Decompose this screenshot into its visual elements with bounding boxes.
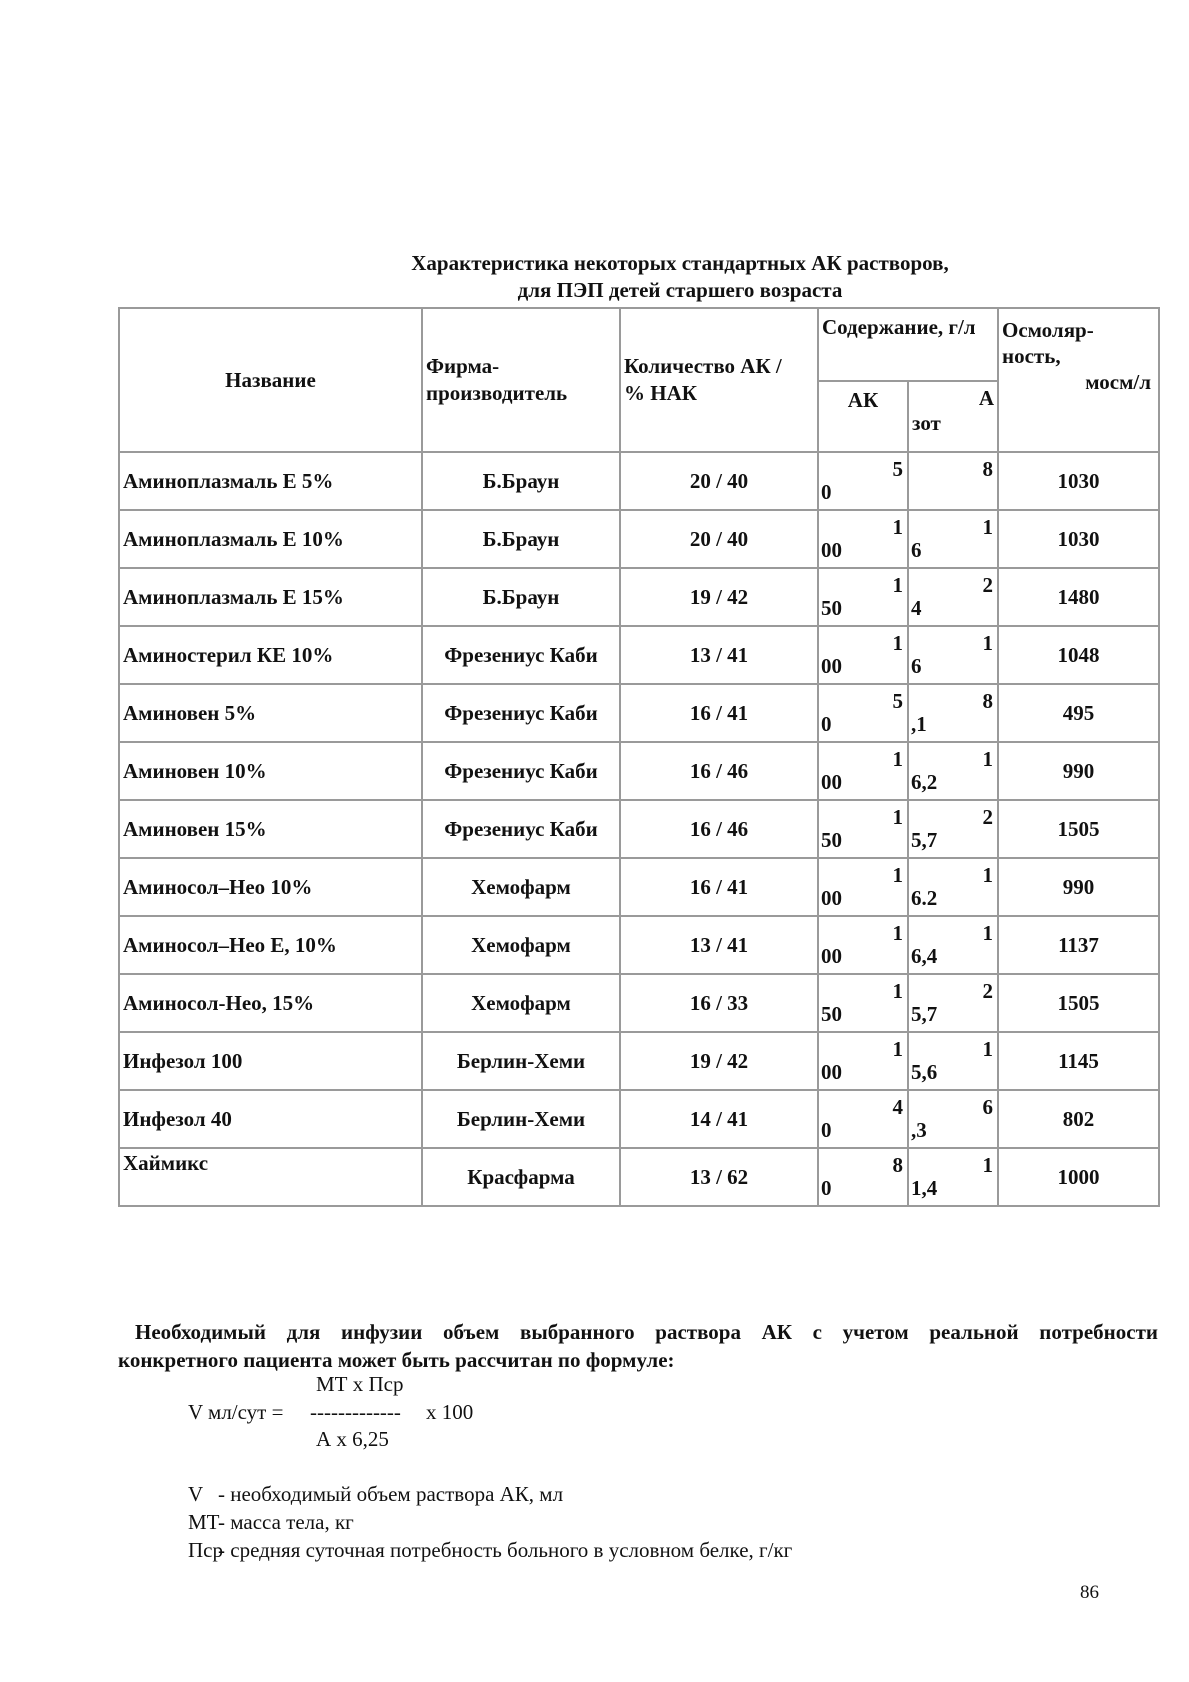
cell-osmolarity: 990 bbox=[998, 858, 1159, 916]
cell-nitrogen-content bbox=[908, 800, 998, 858]
cell-nitrogen-content bbox=[908, 626, 998, 684]
cell-nitrogen-content-bottom: 5,7 bbox=[911, 1002, 938, 1026]
subheader-ak: АК bbox=[818, 381, 908, 452]
cell-ak-content-top: 5 bbox=[892, 457, 903, 481]
cell-nitrogen-content-top: 1 bbox=[982, 1037, 993, 1061]
formula-fraction-bar: ------------- bbox=[310, 1400, 401, 1424]
header-osmolarity bbox=[998, 308, 1159, 452]
cell-osmolarity: 802 bbox=[998, 1090, 1159, 1148]
table-row bbox=[119, 974, 1159, 1032]
cell-manufacturer: Хемофарм bbox=[422, 858, 620, 916]
cell-ak-content bbox=[818, 626, 908, 684]
cell-osmolarity: 1048 bbox=[998, 626, 1159, 684]
cell-nitrogen-content bbox=[908, 1148, 998, 1206]
cell-manufacturer: Хемофарм bbox=[422, 916, 620, 974]
header-content: Содержание, г/л bbox=[818, 308, 998, 381]
cell-ak-content-bottom: 00 bbox=[821, 944, 842, 968]
cell-ak-content bbox=[818, 510, 908, 568]
cell-osmolarity: 1137 bbox=[998, 916, 1159, 974]
cell-manufacturer: Б.Браун bbox=[422, 510, 620, 568]
cell-nitrogen-content-top: 1 bbox=[982, 631, 993, 655]
cell-quantity: 16 / 46 bbox=[620, 742, 818, 800]
table-row bbox=[119, 800, 1159, 858]
cell-nitrogen-content-bottom: 6 bbox=[911, 538, 922, 562]
legend-key: МТ bbox=[188, 1510, 220, 1534]
table-row bbox=[119, 626, 1159, 684]
header-osmolarity-unit: мосм/л bbox=[1085, 370, 1151, 394]
header-row bbox=[119, 308, 1159, 381]
cell-name: Аминовен 15% bbox=[119, 800, 422, 858]
cell-osmolarity: 1145 bbox=[998, 1032, 1159, 1090]
cell-manufacturer: Фрезениус Каби bbox=[422, 800, 620, 858]
cell-nitrogen-content bbox=[908, 858, 998, 916]
cell-ak-content-bottom: 50 bbox=[821, 828, 842, 852]
legend-key: Пср bbox=[188, 1538, 223, 1562]
header-manufacturer bbox=[422, 308, 620, 452]
legend-key: V bbox=[188, 1482, 204, 1506]
header-quantity bbox=[620, 308, 818, 452]
cell-osmolarity: 990 bbox=[998, 742, 1159, 800]
cell-nitrogen-content-top: 1 bbox=[982, 515, 993, 539]
cell-quantity: 14 / 41 bbox=[620, 1090, 818, 1148]
cell-name: Аминосол–Нео Е, 10% bbox=[119, 916, 422, 974]
cell-ak-content bbox=[818, 916, 908, 974]
cell-ak-content-top: 1 bbox=[892, 921, 903, 945]
cell-nitrogen-content-top: 2 bbox=[982, 805, 993, 829]
cell-ak-content-bottom: 50 bbox=[821, 596, 842, 620]
cell-ak-content-top: 1 bbox=[892, 573, 903, 597]
cell-ak-content-bottom: 00 bbox=[821, 1060, 842, 1084]
cell-quantity: 19 / 42 bbox=[620, 568, 818, 626]
cell-quantity: 19 / 42 bbox=[620, 1032, 818, 1090]
cell-quantity: 16 / 41 bbox=[620, 684, 818, 742]
cell-manufacturer: Фрезениус Каби bbox=[422, 742, 620, 800]
cell-nitrogen-content-bottom: 6,4 bbox=[911, 944, 938, 968]
cell-ak-content-top: 4 bbox=[892, 1095, 903, 1119]
cell-quantity: 16 / 33 bbox=[620, 974, 818, 1032]
cell-quantity: 13 / 41 bbox=[620, 916, 818, 974]
formula-numerator: МТ х Пср bbox=[316, 1372, 404, 1396]
page-number: 86 bbox=[1080, 1582, 1099, 1603]
header-manufacturer-line-2: производитель bbox=[426, 381, 568, 405]
cell-nitrogen-content bbox=[908, 684, 998, 742]
cell-name: Аминоплазмаль Е 10% bbox=[119, 510, 422, 568]
table-row bbox=[119, 742, 1159, 800]
cell-ak-content bbox=[818, 684, 908, 742]
table-row bbox=[119, 858, 1159, 916]
cell-nitrogen-content-bottom: ,1 bbox=[911, 712, 927, 736]
cell-quantity: 20 / 40 bbox=[620, 452, 818, 510]
cell-nitrogen-content-top: 6 bbox=[982, 1095, 993, 1119]
table-row bbox=[119, 684, 1159, 742]
cell-nitrogen-content bbox=[908, 1090, 998, 1148]
header-quantity-line-2: % НАК bbox=[624, 381, 697, 405]
cell-ak-content bbox=[818, 858, 908, 916]
legend-text: - необходимый объем раствора АК, мл bbox=[218, 1482, 564, 1506]
header-manufacturer-line-1: Фирма- bbox=[426, 354, 500, 378]
paragraph-line-1: Необходимый для инфузии объем выбранного раствора АК с учетом реальной потребности bbox=[135, 1320, 1158, 1344]
cell-nitrogen-content-bottom: 4 bbox=[911, 596, 922, 620]
legend-item-pcr bbox=[188, 1538, 792, 1563]
header-quantity-line-1: Количество АК / bbox=[624, 354, 782, 378]
cell-manufacturer: Б.Браун bbox=[422, 568, 620, 626]
cell-ak-content-top: 1 bbox=[892, 863, 903, 887]
cell-nitrogen-content-top: 8 bbox=[982, 457, 993, 481]
cell-nitrogen-content-bottom: 1,4 bbox=[911, 1176, 938, 1200]
cell-nitrogen-content-bottom: 6 bbox=[911, 654, 922, 678]
cell-name: Хаймикс bbox=[119, 1148, 422, 1206]
cell-nitrogen-content-bottom: 6,2 bbox=[911, 770, 938, 794]
cell-nitrogen-content-top: 1 bbox=[982, 1153, 993, 1177]
cell-quantity: 16 / 41 bbox=[620, 858, 818, 916]
cell-nitrogen-content bbox=[908, 1032, 998, 1090]
cell-osmolarity: 1480 bbox=[998, 568, 1159, 626]
cell-manufacturer: Хемофарм bbox=[422, 974, 620, 1032]
cell-ak-content bbox=[818, 568, 908, 626]
cell-name: Аминосол–Нео 10% bbox=[119, 858, 422, 916]
cell-nitrogen-content-bottom: 6.2 bbox=[911, 886, 938, 910]
cell-name: Аминосол-Нео, 15% bbox=[119, 974, 422, 1032]
formula-intro-paragraph bbox=[118, 1318, 1158, 1374]
cell-ak-content-bottom: 00 bbox=[821, 538, 842, 562]
cell-quantity: 13 / 41 bbox=[620, 626, 818, 684]
cell-quantity: 13 / 62 bbox=[620, 1148, 818, 1206]
formula-denominator: А х 6,25 bbox=[316, 1427, 389, 1451]
cell-ak-content-top: 1 bbox=[892, 631, 903, 655]
cell-ak-content-bottom: 0 bbox=[821, 480, 832, 504]
subheader-nitrogen-part-1: А bbox=[978, 386, 994, 410]
cell-nitrogen-content bbox=[908, 510, 998, 568]
formula-multiplier: х 100 bbox=[426, 1400, 474, 1424]
cell-osmolarity: 1505 bbox=[998, 974, 1159, 1032]
header-name: Название bbox=[119, 308, 422, 452]
cell-nitrogen-content bbox=[908, 568, 998, 626]
legend-text: - средняя суточная потребность больного в условном белке, г/кг bbox=[218, 1538, 793, 1562]
cell-nitrogen-content-top: 2 bbox=[982, 573, 993, 597]
cell-ak-content-top: 1 bbox=[892, 979, 903, 1003]
cell-quantity: 20 / 40 bbox=[620, 510, 818, 568]
table-row bbox=[119, 568, 1159, 626]
legend-text: - масса тела, кг bbox=[218, 1510, 354, 1534]
formula-lhs: V мл/сут = bbox=[188, 1400, 284, 1424]
cell-ak-content-top: 1 bbox=[892, 747, 903, 771]
cell-osmolarity: 1505 bbox=[998, 800, 1159, 858]
table-row bbox=[119, 916, 1159, 974]
cell-ak-content-bottom: 00 bbox=[821, 654, 842, 678]
cell-nitrogen-content bbox=[908, 974, 998, 1032]
cell-name: Аминовен 5% bbox=[119, 684, 422, 742]
cell-osmolarity: 1030 bbox=[998, 510, 1159, 568]
cell-ak-content-bottom: 0 bbox=[821, 1176, 832, 1200]
cell-name: Инфезол 100 bbox=[119, 1032, 422, 1090]
cell-name: Инфезол 40 bbox=[119, 1090, 422, 1148]
cell-ak-content-top: 8 bbox=[892, 1153, 903, 1177]
cell-ak-content-bottom: 0 bbox=[821, 1118, 832, 1142]
cell-ak-content-bottom: 00 bbox=[821, 770, 842, 794]
cell-manufacturer: Фрезениус Каби bbox=[422, 684, 620, 742]
cell-quantity: 16 / 46 bbox=[620, 800, 818, 858]
cell-manufacturer: Берлин-Хеми bbox=[422, 1032, 620, 1090]
cell-osmolarity: 1000 bbox=[998, 1148, 1159, 1206]
cell-ak-content bbox=[818, 452, 908, 510]
cell-manufacturer: Фрезениус Каби bbox=[422, 626, 620, 684]
cell-nitrogen-content-top: 8 bbox=[982, 689, 993, 713]
cell-ak-content bbox=[818, 1032, 908, 1090]
cell-name: Аминостерил КЕ 10% bbox=[119, 626, 422, 684]
cell-nitrogen-content-top: 1 bbox=[982, 863, 993, 887]
table-row bbox=[119, 1032, 1159, 1090]
cell-osmolarity: 1030 bbox=[998, 452, 1159, 510]
cell-name: Аминовен 10% bbox=[119, 742, 422, 800]
table-title bbox=[240, 250, 1120, 304]
cell-nitrogen-content-top: 2 bbox=[982, 979, 993, 1003]
cell-ak-content-bottom: 00 bbox=[821, 886, 842, 910]
subheader-nitrogen-part-2: зот bbox=[912, 411, 941, 435]
cell-nitrogen-content-bottom: ,3 bbox=[911, 1118, 927, 1142]
header-osmolarity-line-2: ность, bbox=[1002, 344, 1061, 368]
cell-nitrogen-content bbox=[908, 742, 998, 800]
legend-item-mt bbox=[188, 1510, 354, 1535]
table-row bbox=[119, 1090, 1159, 1148]
cell-manufacturer: Б.Браун bbox=[422, 452, 620, 510]
header-osmolarity-line-1: Осмоляр- bbox=[1002, 318, 1094, 342]
amino-acid-solutions-table bbox=[118, 307, 1160, 1207]
cell-ak-content-bottom: 50 bbox=[821, 1002, 842, 1026]
table-row bbox=[119, 510, 1159, 568]
table-row bbox=[119, 1148, 1159, 1206]
cell-manufacturer: Берлин-Хеми bbox=[422, 1090, 620, 1148]
cell-ak-content-top: 5 bbox=[892, 689, 903, 713]
cell-nitrogen-content bbox=[908, 916, 998, 974]
subheader-nitrogen bbox=[908, 381, 998, 452]
cell-osmolarity: 495 bbox=[998, 684, 1159, 742]
cell-ak-content bbox=[818, 974, 908, 1032]
cell-nitrogen-content-top: 1 bbox=[982, 747, 993, 771]
cell-nitrogen-content bbox=[908, 452, 998, 510]
cell-nitrogen-content-bottom: 5,7 bbox=[911, 828, 938, 852]
cell-ak-content bbox=[818, 1090, 908, 1148]
cell-ak-content-top: 1 bbox=[892, 1037, 903, 1061]
cell-ak-content-top: 1 bbox=[892, 515, 903, 539]
cell-name: Аминоплазмаль Е 5% bbox=[119, 452, 422, 510]
cell-manufacturer: Красфарма bbox=[422, 1148, 620, 1206]
cell-nitrogen-content-top: 1 bbox=[982, 921, 993, 945]
table-title-line-1: Характеристика некоторых стандартных АК растворов, bbox=[411, 251, 949, 275]
cell-ak-content-bottom: 0 bbox=[821, 712, 832, 736]
cell-ak-content bbox=[818, 1148, 908, 1206]
legend-item-v bbox=[188, 1482, 563, 1507]
cell-name: Аминоплазмаль Е 15% bbox=[119, 568, 422, 626]
cell-ak-content-top: 1 bbox=[892, 805, 903, 829]
cell-ak-content bbox=[818, 800, 908, 858]
paragraph-line-2: конкретного пациента может быть рассчитан по формуле: bbox=[118, 1348, 675, 1372]
cell-ak-content bbox=[818, 742, 908, 800]
table-title-line-2: для ПЭП детей старшего возраста bbox=[517, 278, 843, 302]
table-row bbox=[119, 452, 1159, 510]
cell-nitrogen-content-bottom: 5,6 bbox=[911, 1060, 938, 1084]
